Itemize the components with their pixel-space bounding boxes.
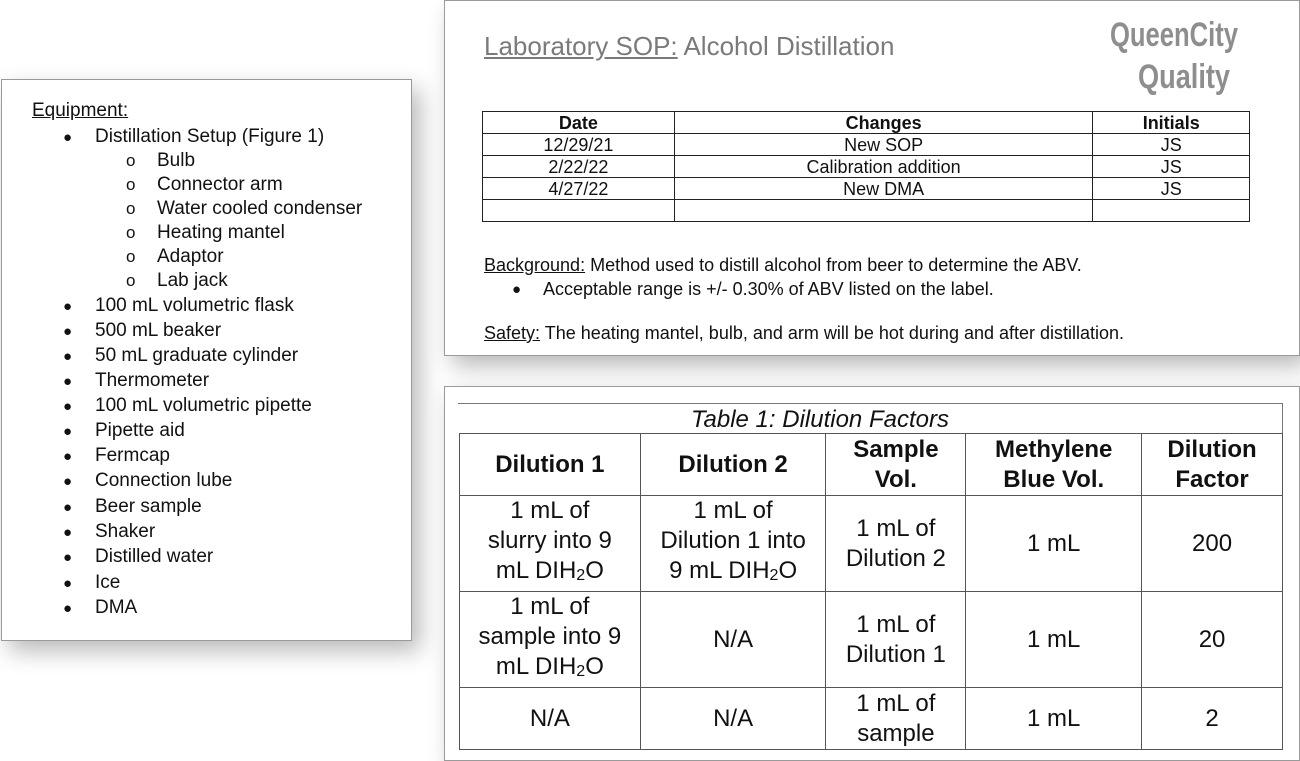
dilution-header-text: Blue Vol.: [1003, 465, 1105, 493]
changes-header-date: Date: [483, 112, 675, 134]
equipment-item: Ice: [95, 572, 121, 593]
dilution-cell-line: 1 mL of: [693, 497, 773, 524]
dilution-header-cell: [460, 434, 641, 496]
dilution-cell-line: 1 mL: [1027, 529, 1081, 557]
dilution-header-text: Dilution 1: [495, 450, 605, 478]
equipment-item: 50 mL graduate cylinder: [95, 345, 299, 366]
bullet-glyph: ●: [63, 473, 73, 490]
dilution-cell-line: N/A: [713, 625, 754, 653]
safety-line: [484, 323, 1124, 344]
cell-text: 9 mL DIH: [669, 557, 770, 584]
dilution-header-row: [460, 434, 1283, 496]
subscript: 2: [576, 663, 586, 680]
bullet-glyph: ●: [63, 348, 73, 365]
bullet-glyph: ●: [63, 549, 73, 566]
dilution-cell-line: Dilution 1 into: [660, 527, 806, 554]
dilution-cell-line: N/A: [713, 704, 754, 732]
dilution-cell-line: Dilution 1: [845, 640, 946, 668]
equipment-heading: Equipment:: [32, 100, 129, 121]
changes-cell-changes: New SOP: [674, 134, 1093, 156]
dilution-header-text: Vol.: [874, 465, 917, 493]
dilution-header-text: Methylene: [995, 435, 1113, 463]
changes-cell-initials: JS: [1093, 134, 1250, 156]
cell-text: mL DIH: [495, 557, 577, 584]
dilution-cell-line: sample: [857, 719, 935, 747]
background-bullet-glyph: ●: [512, 281, 522, 298]
safety-label: Safety:: [484, 323, 541, 343]
equipment-item: 100 mL volumetric pipette: [95, 395, 312, 416]
dilution-cell: [640, 496, 826, 592]
dilution-cell-line: 1 mL of: [856, 689, 936, 717]
changes-header-initials: Initials: [1093, 112, 1250, 134]
dilution-cell-line: 1 mL of: [856, 514, 936, 542]
equipment-item: Shaker: [95, 521, 156, 542]
dilution-cell: [826, 496, 966, 592]
dilution-header-cell: [826, 434, 966, 496]
bullet-glyph: ●: [63, 323, 73, 340]
changes-row: [483, 178, 1250, 200]
sub-bullet-glyph: o: [126, 175, 136, 194]
dilution-header-text: Factor: [1175, 465, 1249, 493]
equipment-item: Fermcap: [95, 445, 170, 466]
dilution-cell: [966, 496, 1142, 592]
bullet-glyph: ●: [63, 600, 73, 617]
title-prefix: Laboratory SOP:: [484, 31, 678, 61]
changes-cell-date: 4/27/22: [483, 178, 675, 200]
bullet-glyph: ●: [63, 373, 73, 390]
background-text: Method used to distill alcohol from beer to determine the ABV.: [585, 255, 1082, 275]
dilution-header-cell: [966, 434, 1142, 496]
bullet-glyph: ●: [63, 423, 73, 440]
changes-cell-initials: [1093, 200, 1250, 222]
sub-bullet-glyph: o: [126, 271, 136, 290]
cell-text: O: [585, 557, 604, 584]
bullet-glyph: ●: [63, 298, 73, 315]
logo-graphic: [1104, 6, 1244, 102]
equipment-item: Distillation Setup (Figure 1): [95, 126, 325, 147]
page-title: [484, 31, 894, 62]
dilution-table: [459, 433, 1283, 750]
dilution-cell-line: 200: [1192, 529, 1233, 557]
dilution-header-text: Dilution: [1167, 435, 1257, 463]
cell-text: O: [585, 653, 604, 680]
changes-cell-changes: [674, 200, 1093, 222]
logo-line1: QueenCity: [1110, 16, 1239, 54]
dilution-cell: [460, 688, 641, 750]
dilution-row: [460, 496, 1283, 592]
dilution-caption-text: Table 1: Dilution Factors: [691, 406, 949, 433]
dilution-cell: [460, 592, 641, 688]
dilution-cell-line: N/A: [529, 704, 570, 732]
equipment-item: Pipette aid: [95, 420, 185, 441]
changes-row: [483, 200, 1250, 222]
equipment-item: 500 mL beaker: [95, 320, 222, 341]
dilution-caption: [458, 403, 1283, 433]
dilution-cell-line: 1 mL: [1027, 704, 1081, 732]
dilution-cell-line: 20: [1198, 625, 1226, 653]
bullet-glyph: ●: [63, 499, 73, 516]
dilution-cell: [826, 592, 966, 688]
cell-text: mL DIH: [495, 653, 577, 680]
bullet-glyph: ●: [63, 524, 73, 541]
equipment-item: Thermometer: [95, 370, 210, 391]
background-line: [484, 255, 1082, 276]
background-label: Background:: [484, 255, 586, 275]
title-rest: Alcohol Distillation: [677, 31, 895, 61]
subscript: 2: [769, 567, 779, 584]
dilution-cell: [640, 592, 826, 688]
sub-bullet-glyph: o: [126, 247, 136, 266]
dilution-cell-line: 1 mL of: [510, 497, 590, 524]
equipment-item: 100 mL volumetric flask: [95, 295, 294, 316]
changes-cell-changes: New DMA: [674, 178, 1093, 200]
equipment-sub-item: Connector arm: [157, 174, 283, 195]
dilution-header-text: Sample: [853, 435, 939, 463]
dilution-cell-line: sample into 9: [478, 623, 622, 650]
dilution-cell: [1142, 688, 1283, 750]
equipment-sub-item: Heating mantel: [157, 222, 285, 243]
dilution-cell: [966, 688, 1142, 750]
dilution-cell: [460, 496, 641, 592]
changes-cell-initials: JS: [1093, 156, 1250, 178]
dilution-cell: [826, 688, 966, 750]
dilution-row: [460, 688, 1283, 750]
bullet-glyph: ●: [63, 448, 73, 465]
dilution-cell: [966, 592, 1142, 688]
background-bullet-text: Acceptable range is +/- 0.30% of ABV listed on the label.: [543, 279, 994, 299]
cell-text: O: [778, 557, 798, 584]
bullet-glyph: ●: [63, 398, 73, 415]
equipment-sub-item: Adaptor: [157, 246, 224, 267]
changes-table: [482, 111, 1250, 222]
equipment-item: Beer sample: [95, 496, 202, 517]
dilution-cell-line: [460, 652, 640, 687]
changes-cell-date: 12/29/21: [483, 134, 675, 156]
dilution-cell-line: 2: [1205, 704, 1219, 732]
equipment-sub-item: Bulb: [157, 150, 196, 171]
changes-cell-changes: Calibration addition: [674, 156, 1093, 178]
subscript: 2: [576, 567, 586, 584]
sub-bullet-glyph: o: [126, 223, 136, 242]
dilution-cell: [640, 688, 826, 750]
queen-city-quality-logo: [1104, 6, 1244, 102]
changes-header-changes: Changes: [674, 112, 1093, 134]
dilution-cell-line: 1 mL of: [510, 593, 590, 620]
changes-cell-date: 2/22/22: [483, 156, 675, 178]
dilution-cell: [1142, 496, 1283, 592]
dilution-cell-line: 1 mL of: [856, 610, 936, 638]
safety-text: The heating mantel, bulb, and arm will be hot during and after distillation.: [540, 323, 1125, 343]
dilution-cell-line: 1 mL: [1027, 625, 1081, 653]
logo-line2: Quality: [1138, 58, 1231, 96]
equipment-sub-item: Water cooled condenser: [157, 198, 363, 219]
changes-header-row: [483, 112, 1250, 134]
dilution-header-cell: [640, 434, 826, 496]
bullet-glyph: ●: [63, 129, 73, 146]
dilution-cell: [1142, 592, 1283, 688]
equipment-item: Connection lube: [95, 470, 233, 491]
changes-row: [483, 134, 1250, 156]
dilution-cell-line: slurry into 9: [487, 527, 612, 554]
dilution-cell-line: Dilution 2: [845, 544, 946, 572]
changes-row: [483, 156, 1250, 178]
equipment-sub-item: Lab jack: [157, 270, 228, 291]
dilution-header-text: Dilution 2: [678, 450, 788, 478]
sub-bullet-glyph: o: [126, 151, 136, 170]
bullet-glyph: ●: [63, 575, 73, 592]
dilution-cell-line: [460, 556, 640, 591]
changes-cell-initials: JS: [1093, 178, 1250, 200]
dilution-header-cell: [1142, 434, 1283, 496]
sub-bullet-glyph: o: [126, 199, 136, 218]
dilution-row: [460, 592, 1283, 688]
dilution-cell-line: [641, 556, 826, 591]
equipment-item: Distilled water: [95, 546, 214, 567]
changes-cell-date: [483, 200, 675, 222]
equipment-item: DMA: [95, 597, 138, 618]
